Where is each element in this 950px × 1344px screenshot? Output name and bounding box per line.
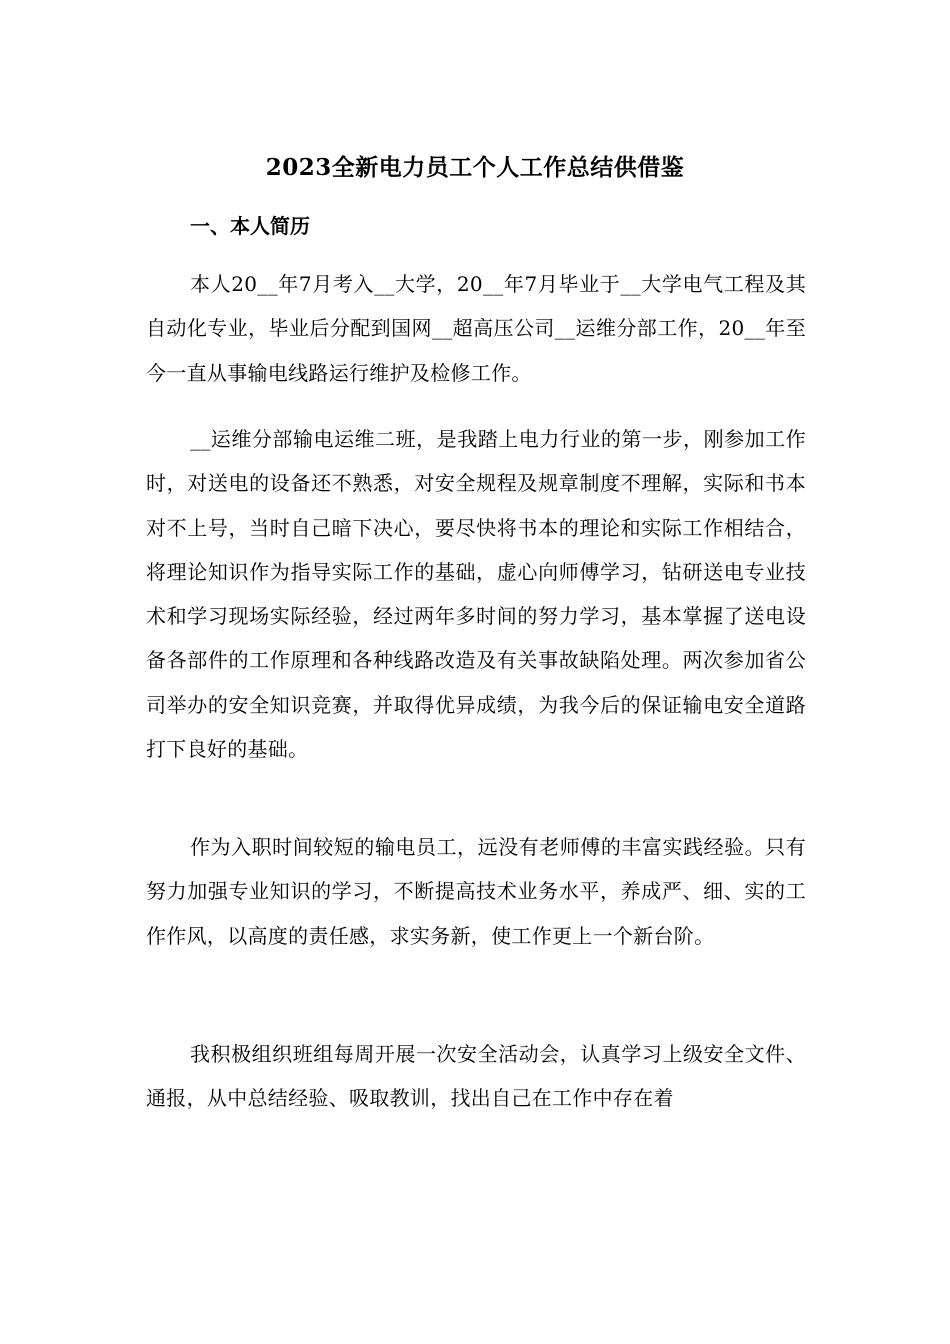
paragraph: 我积极组织班组每周开展一次安全活动会，认真学习上级安全文件、通报，从中总结经验、吸取教训，找出自己在工作中存在着 [146,1042,806,1111]
paragraph: __运维分部输电运维二班，是我踏上电力行业的第一步，刚参加工作时，对送电的设备还不熟悉，对安全规程及规章制度不理解，实际和书本对不上号，当时自己暗下决心，要尽快将书本的理论和实际工作相结合，将理论知识作为指导实际工作的基础，虚心向师傅学习，钻研送电专业技术和学习现场实际经验，经过两年多时间的努力学习，基本掌握了送电设备各部件的工作原理和各种线路改造及有关事故缺陷处理。两次参加省公司举办的安全知识竞赛，并取得优异成绩，为我今后的保证输电安全道路打下良好的基础。 [146,427,806,762]
paragraph: 作为入职时间较短的输电员工，远没有老师傅的丰富实践经验。只有努力加强专业知识的学习，不断提高技术业务水平，养成严、细、实的工作作风，以高度的责任感，求实务新，使工作更上一个新台阶。 [146,835,806,948]
document-title: 2023全新电力员工个人工作总结供借鉴 [265,154,685,181]
paragraph: 本人20__年7月考入__大学，20__年7月毕业于__大学电气工程及其自动化专业，毕业后分配到国网__超高压公司__运维分部工作，20__年至今一直从事输电线路运行维护及检修工作。 [146,272,806,385]
section-heading: 一、本人简历 [190,214,310,238]
